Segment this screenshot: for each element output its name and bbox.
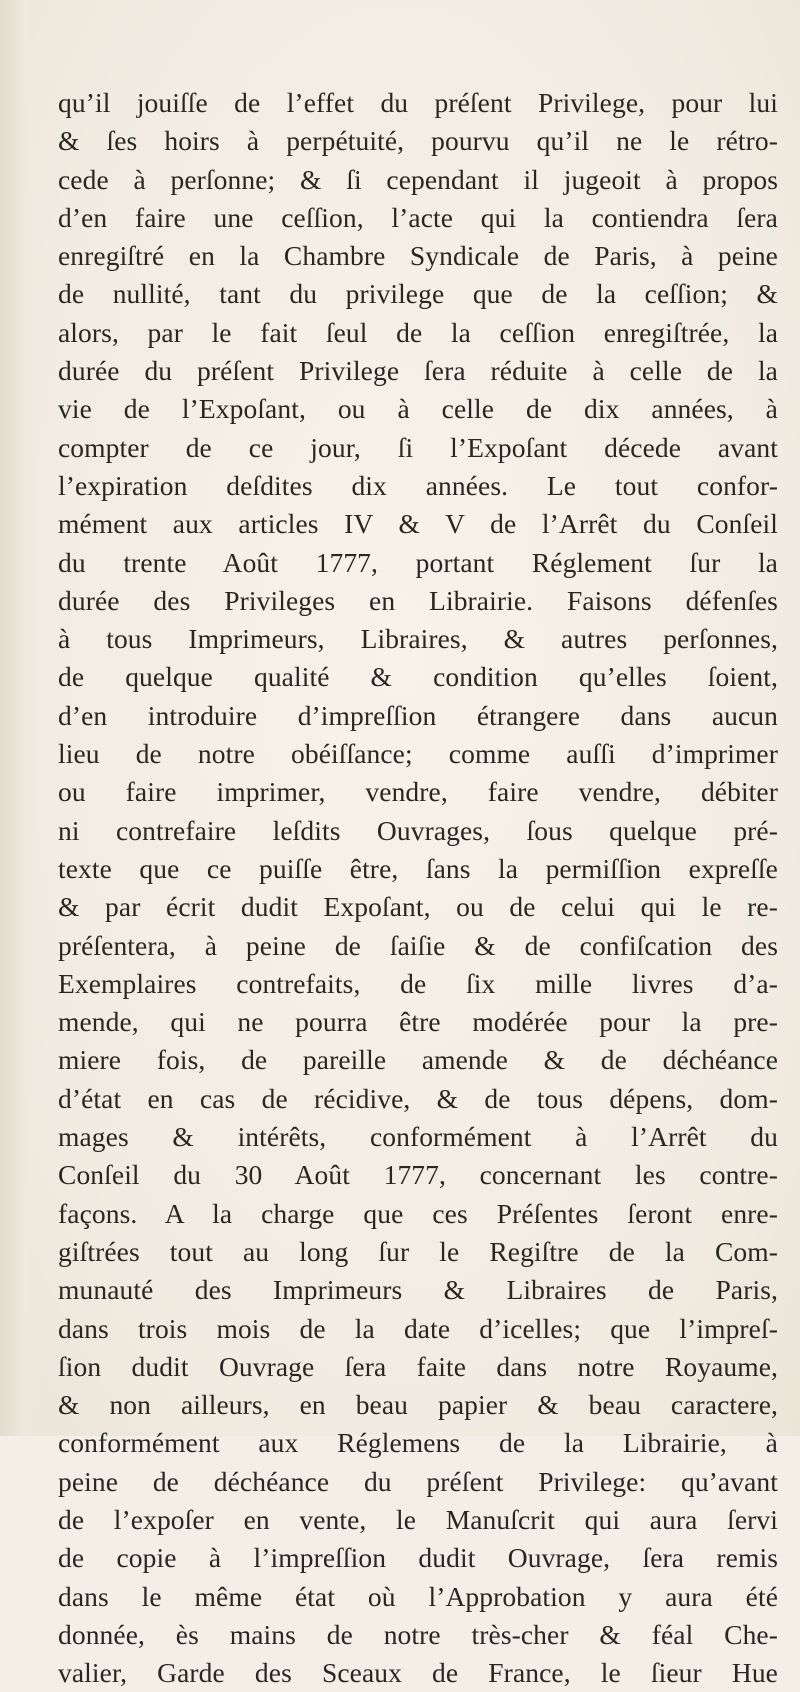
text-line: & par écrit dudit Expoſant, ou de celui qui le re- [58, 891, 778, 923]
text-line: mément aux articles IV & V de l’Arrêt du Conſeil [58, 508, 778, 540]
text-line: dans le même état où l’Approbation y aura été [58, 1580, 778, 1612]
text-line: de nullité, tant du privilege que de la ceſſion; & [58, 278, 778, 310]
text-line: durée du préſent Privilege ſera réduite à celle de la [58, 355, 778, 387]
text-line: Conſeil du 30 Août 1777, concernant les contre- [58, 1159, 778, 1191]
text-line: préſentera, à peine de ſaiſie & de confiſcation des [58, 929, 778, 961]
text-line: de copie à l’impreſſion dudit Ouvrage, ſera remis [58, 1542, 778, 1574]
text-line: mende, qui ne pourra être modérée pour la pre- [58, 1006, 778, 1038]
text-line: lieu de notre obéiſſance; comme auſſi d’imprimer [58, 738, 778, 770]
page-gutter-shadow [0, 0, 40, 1436]
text-line: peine de déchéance du préſent Privilege: qu’avant [58, 1465, 778, 1497]
text-line: durée des Privileges en Librairie. Faisons défenſes [58, 584, 778, 616]
text-line: ou faire imprimer, vendre, faire vendre, débiter [58, 776, 778, 808]
text-line: Exemplaires contrefaits, de ſix mille livres d’a- [58, 967, 778, 999]
text-line: du trente Août 1777, portant Réglement ſur la [58, 546, 778, 578]
text-line: l’expiration deſdites dix années. Le tout confor- [58, 469, 778, 501]
text-line: conformément aux Réglemens de la Librairie, à [58, 1427, 778, 1459]
text-line: d’en introduire d’impreſſion étrangere dans aucun [58, 699, 778, 731]
text-line: giſtrées tout au long ſur le Regiſtre de la Com- [58, 1235, 778, 1267]
text-line: d’en faire une ceſſion, l’acte qui la contiendra ſera [58, 201, 778, 233]
body-text [58, 84, 778, 1692]
text-line: texte que ce puiſſe être, ſans la permiſſion expreſſe [58, 852, 778, 884]
text-line: cede à perſonne; & ſi cependant il jugeoit à propos [58, 163, 778, 195]
text-line: mages & intérêts, conformément à l’Arrêt du [58, 1121, 778, 1153]
text-line: munauté des Imprimeurs & Libraires de Paris, [58, 1274, 778, 1306]
text-line: vie de l’Expoſant, ou à celle de dix années, à [58, 393, 778, 425]
text-line: ni contrefaire leſdits Ouvrages, ſous quelque pré- [58, 814, 778, 846]
text-line: donnée, ès mains de notre très-cher & féal Che- [58, 1618, 778, 1650]
text-line: façons. A la charge que ces Préſentes ſeront enre- [58, 1197, 778, 1229]
text-line: & ſes hoirs à perpétuité, pourvu qu’il ne le rétro- [58, 125, 778, 157]
text-line: & non ailleurs, en beau papier & beau caractere, [58, 1389, 778, 1421]
text-line: alors, par le fait ſeul de la ceſſion enregiſtrée, la [58, 316, 778, 348]
text-line: d’état en cas de récidive, & de tous dépens, dom- [58, 1082, 778, 1114]
text-line: compter de ce jour, ſi l’Expoſant décede avant [58, 431, 778, 463]
text-line: à tous Imprimeurs, Libraires, & autres perſonnes, [58, 623, 778, 655]
text-line: qu’il jouiſſe de l’effet du préſent Privilege, pour lui [58, 87, 778, 118]
text-line: de l’expoſer en vente, le Manuſcrit qui aura ſervi [58, 1503, 778, 1535]
text-line: de quelque qualité & condition qu’elles ſoient, [58, 661, 778, 693]
text-line: valier, Garde des Sceaux de France, le ſieur Hue [58, 1657, 778, 1689]
text-line: dans trois mois de la date d’icelles; que l’impreſ- [58, 1312, 778, 1344]
text-line: enregiſtré en la Chambre Syndicale de Paris, à peine [58, 240, 778, 272]
text-line: ſion dudit Ouvrage ſera faite dans notre Royaume, [58, 1350, 778, 1382]
text-line: miere fois, de pareille amende & de déchéance [58, 1044, 778, 1076]
